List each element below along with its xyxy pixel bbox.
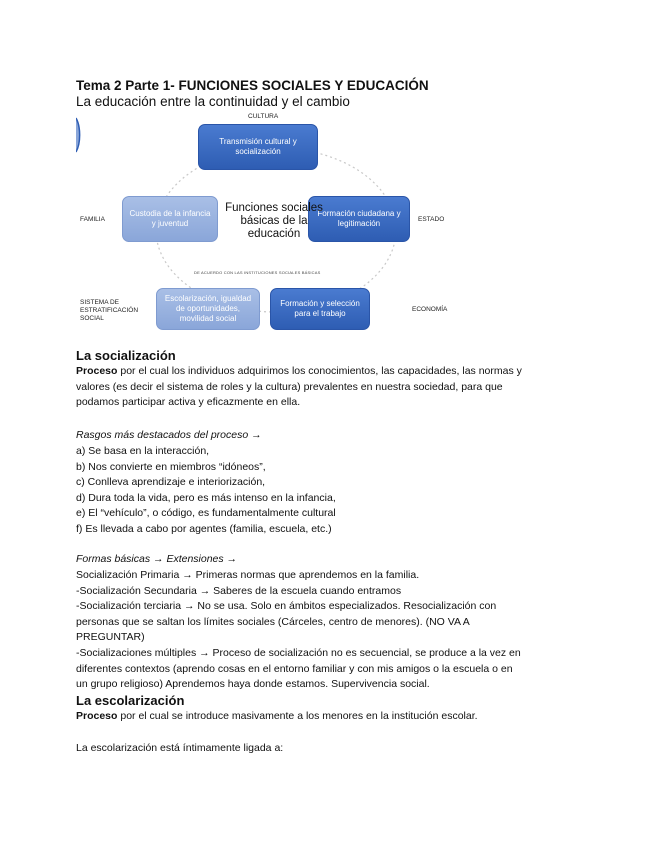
label-cultura: CULTURA xyxy=(248,113,279,120)
label-economia: ECONOMÍA xyxy=(412,306,448,313)
label-estratificacion: SISTEMA DE ESTRATIFICACIÓN SOCIAL xyxy=(80,299,139,322)
partial-shape-left xyxy=(76,118,80,152)
list-item: c) Conlleva aprendizaje e interiorización, xyxy=(76,476,266,489)
list-item: -Socialización terciaria → No se usa. Solo en ámbitos especializados. Resocialización con xyxy=(76,600,497,613)
label-estado: ESTADO xyxy=(418,216,445,223)
socializacion-definition: Proceso por el cual los individuos adquirimos los conocimientos, las capacidades, las normas y valores (es decir el sistema de roles y la cultura) prevalentes en nuestra sociedad, para que podamos participar activa y eficazmente en ella. xyxy=(76,365,522,409)
heading-escolarizacion: La escolarización xyxy=(76,693,185,708)
formas-title: Formas básicas → Extensiones → xyxy=(76,553,238,565)
list-item: a) Se basa en la interacción, xyxy=(76,445,210,457)
definition-term: Proceso xyxy=(76,710,118,722)
list-item: b) Nos convierte en miembros “idóneos”, xyxy=(76,460,266,473)
escolarizacion-note: La escolarización está íntimamente ligada a: xyxy=(76,742,284,754)
list-item: e) El “vehículo”, o código, es fundamentalmente cultural xyxy=(76,507,336,520)
heading-socializacion: La socialización xyxy=(76,348,176,363)
list-item: -Socializaciones múltiples → Proceso de socialización no es secuencial, se produce a la vez en xyxy=(76,646,521,659)
box-custodia: Custodia de la infancia y juventud xyxy=(122,196,218,242)
diagram-note: DE ACUERDO CON LAS INSTITUCIONES SOCIALES BÁSICAS xyxy=(194,270,321,275)
diagram-center-title: Funciones sociales básicas de la educación xyxy=(225,202,323,240)
document-subtitle: La educación entre la continuidad y el cambio xyxy=(76,94,350,109)
list-item: Socialización Primaria → Primeras normas que aprendemos en la familia. xyxy=(76,569,420,581)
box-seleccion: Formación y selección para el trabajo xyxy=(270,288,370,330)
list-item: personas que se saltan los límites sociales (Cárceles, centro de menores). (NO VA A xyxy=(76,615,470,628)
definition-term: Proceso xyxy=(76,365,118,377)
box-transmision: Transmisión cultural y socialización xyxy=(198,124,318,170)
rasgos-title: Rasgos más destacados del proceso → xyxy=(76,429,262,441)
escolarizacion-definition: Proceso por el cual se introduce masivamente a los menores en la institución escolar. xyxy=(76,710,478,722)
formas-list xyxy=(76,568,586,693)
list-item: f) Es llevada a cabo por agentes (familia, escuela, etc.) xyxy=(76,522,332,535)
label-familia: FAMILIA xyxy=(80,216,105,223)
list-item: diferentes contextos (aprendo cosas en el entorno familiar y con mis amigos o la escuela o en xyxy=(76,662,513,675)
document-title: Tema 2 Parte 1- FUNCIONES SOCIALES Y EDUCACIÓN xyxy=(76,78,429,93)
rasgos-list xyxy=(76,444,586,538)
functions-diagram xyxy=(76,112,456,330)
box-formacion: Formación ciudadana y legitimación xyxy=(308,196,410,242)
list-item: d) Dura toda la vida, pero es más intenso en la infancia, xyxy=(76,491,336,504)
box-escolarizacion: Escolarización, igualdad de oportunidades, movilidad social xyxy=(156,288,260,330)
list-item: un grupo religioso) Aprendemos haya donde estamos. Supervivencia social. xyxy=(76,678,430,691)
list-item: -Socialización Secundaria → Saberes de la escuela cuando entramos xyxy=(76,584,402,597)
list-item: PREGUNTAR) xyxy=(76,631,145,644)
